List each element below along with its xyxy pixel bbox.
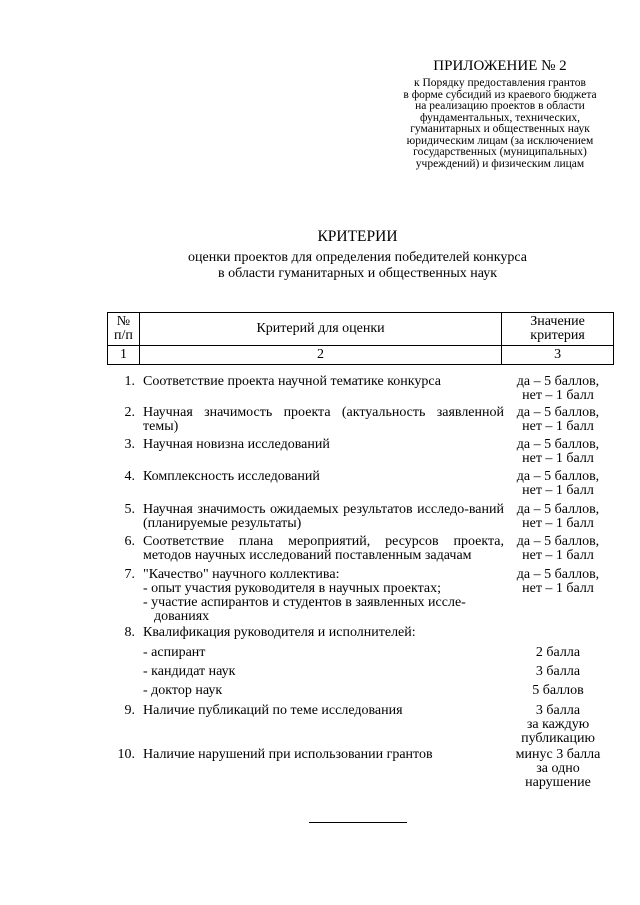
criterion-description: Научная новизна исследований (143, 437, 330, 452)
criterion-number: 7. (124, 567, 135, 582)
criterion-description: - аспирант (143, 645, 206, 660)
document-title: КРИТЕРИИ (317, 228, 398, 245)
criteria-table-header (107, 312, 614, 365)
column-header-number: № п/п (108, 313, 140, 346)
criterion-number: 8. (124, 625, 135, 640)
appendix-text (380, 78, 620, 170)
criterion-value: да – 5 баллов, нет – 1 балл (516, 469, 600, 498)
appendix-title: ПРИЛОЖЕНИЕ № 2 (433, 58, 567, 74)
criterion-value: 3 балла (535, 664, 581, 679)
criterion-description: - доктор наук (143, 683, 223, 698)
criterion-number: 9. (124, 703, 135, 718)
criterion-number: 3. (124, 437, 135, 452)
end-separator-line (309, 822, 407, 823)
criterion-value: да – 5 баллов, нет – 1 балл (516, 374, 600, 403)
appendix-line: юридическим лицам (за исключением (406, 134, 594, 147)
criterion-description: Квалификация руководителя и исполнителей: (143, 625, 416, 640)
column-header-criterion: Критерий для оценки (139, 313, 501, 346)
appendix-line: гуманитарных и общественных наук (410, 123, 590, 135)
column-header-value: Значение критерия (502, 313, 614, 346)
subtitle-line: оценки проектов для определения победителей конкурса (188, 250, 527, 265)
column-number: 1 (108, 346, 140, 365)
criterion-value: да – 5 баллов, нет – 1 балл (516, 405, 600, 434)
criterion-value: да – 5 баллов, нет – 1 балл (516, 502, 600, 531)
appendix-block (380, 57, 620, 170)
subtitle-line: в области гуманитарных и общественных наук (217, 266, 498, 281)
criterion-number: 6. (124, 534, 135, 549)
table-header-row (108, 313, 614, 346)
appendix-line: к Порядку предоставления грантов (414, 77, 586, 89)
criterion-description: Соответствие плана мероприятий, ресурсов проекта, методов научных исследований поставленным задачам (143, 534, 504, 563)
appendix-line: учреждений) и физическим лицам (415, 157, 585, 170)
criterion-number: 2. (124, 405, 135, 420)
criterion-number: 4. (124, 469, 135, 484)
criterion-description: Комплексность исследований (143, 469, 320, 484)
criterion-description: Наличие публикаций по теме исследования (143, 703, 403, 718)
criterion-value: 2 балла (535, 645, 581, 660)
criterion-description: Наличие нарушений при использовании грантов (143, 747, 433, 762)
criterion-number: 5. (124, 502, 135, 517)
appendix-line: фундаментальных, технических, (420, 111, 580, 124)
criterion-description: Научная значимость ожидаемых результатов исследо-ваний (планируемые результаты) (143, 502, 504, 531)
criterion-description: Научная значимость проекта (актуальность заявленной темы) (143, 405, 504, 434)
appendix-line: государственных (муниципальных) (413, 146, 587, 158)
criterion-value: минус 3 балла за одно нарушение (515, 747, 601, 790)
document-subtitle (110, 250, 605, 282)
criterion-number: 10. (117, 747, 135, 762)
criterion-value: 3 балла за каждую публикацию (521, 703, 595, 746)
column-number: 3 (502, 346, 614, 365)
column-number: 2 (139, 346, 501, 365)
appendix-line: на реализацию проектов в области (415, 100, 585, 112)
criterion-description: Соответствие проекта научной тематике конкурса (143, 374, 441, 389)
appendix-line: в форме субсидий из краевого бюджета (403, 88, 597, 101)
criterion-value: да – 5 баллов, нет – 1 балл (516, 437, 600, 466)
criterion-value: да – 5 баллов, нет – 1 балл (516, 567, 600, 596)
criterion-number: 1. (124, 374, 135, 389)
criterion-description: "Качество" научного коллектива: - опыт участия руководителя в научных проектах; - участие аспирантов и студентов в заявленных иссле- дованиях (143, 567, 466, 624)
criterion-value: да – 5 баллов, нет – 1 балл (516, 534, 600, 563)
criterion-value: 5 баллов (532, 683, 584, 698)
table-column-numbers-row (108, 346, 614, 365)
criterion-description: - кандидат наук (143, 664, 236, 679)
